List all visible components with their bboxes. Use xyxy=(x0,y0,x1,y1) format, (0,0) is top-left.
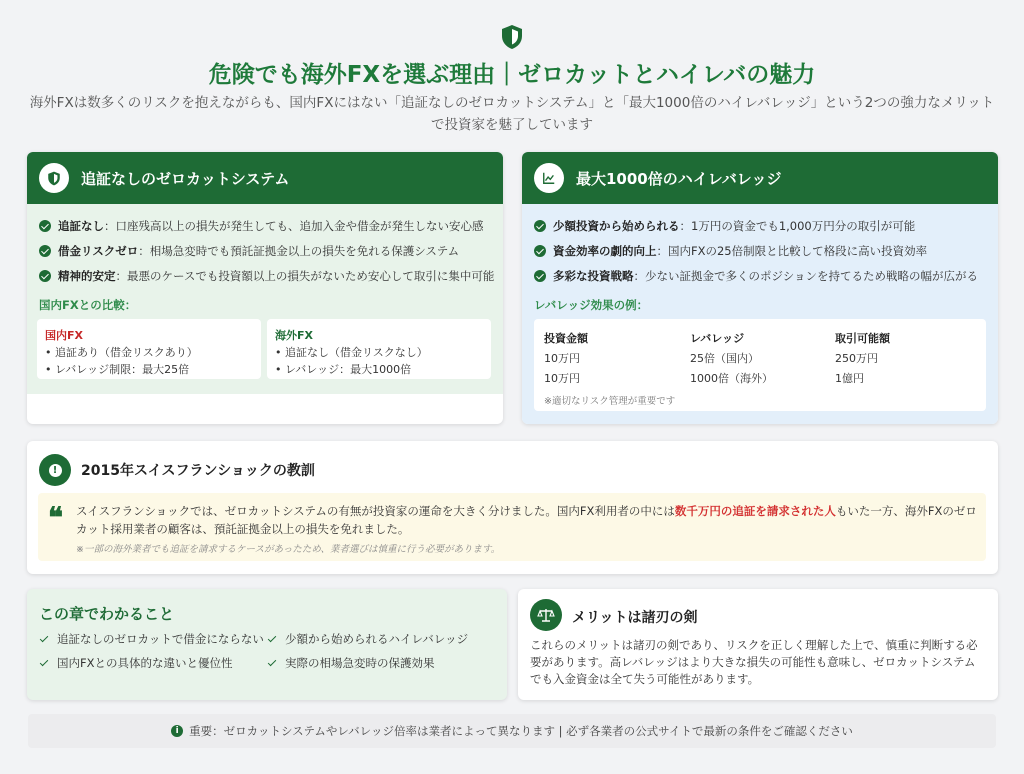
overseas-fx-title: 海外FX xyxy=(275,329,313,342)
table-cell: 25倍（国内） xyxy=(690,352,759,365)
domestic-fx-line: • レバレッジ制限：最大25倍 xyxy=(45,363,190,376)
alert-icon: ! xyxy=(39,454,71,486)
bullet-bold: 多彩な投資戦略 xyxy=(553,269,634,283)
check-icon xyxy=(534,245,546,257)
swiss-quote-text xyxy=(76,502,981,538)
leverage-body xyxy=(522,204,998,424)
check-icon xyxy=(534,270,546,282)
bullet-bold: 借金リスクゼロ xyxy=(58,244,139,258)
leverage-table xyxy=(534,319,986,411)
check-icon xyxy=(534,220,546,232)
overseas-fx-line: • 追証なし（借金リスクなし） xyxy=(275,346,428,359)
swiss-shock-title: 2015年スイスフランショックの教訓 xyxy=(81,463,315,479)
check-icon xyxy=(39,245,51,257)
learn-item-text: 国内FXとの具体的な違いと優位性 xyxy=(57,656,233,670)
overseas-fx-box xyxy=(267,319,491,379)
zerocut-bullet xyxy=(39,243,491,259)
info-icon: i xyxy=(171,725,183,737)
shield-icon xyxy=(39,163,69,193)
learn-item-text: 実際の相場急変時の保護効果 xyxy=(285,656,435,670)
sword-card xyxy=(518,589,998,700)
table-header-row xyxy=(544,329,976,349)
bullet-bold: 少額投資から始められる xyxy=(553,219,680,233)
bullet-text: ：国内FXの25倍制限と比較して格段に高い投資効率 xyxy=(656,244,928,258)
leverage-bullet xyxy=(534,218,986,234)
overseas-fx-line: • レバレッジ：最大1000倍 xyxy=(275,363,412,376)
check-icon xyxy=(39,634,49,644)
bullet-text: ：相場急変時でも預託証拠金以上の損失を免れる保護システム xyxy=(138,244,460,258)
bullet-bold: 精神的安定 xyxy=(58,269,116,283)
check-icon xyxy=(39,270,51,282)
check-icon xyxy=(267,658,277,668)
quote-highlight: 数千万円の追証を請求された人 xyxy=(674,504,836,518)
swiss-note: ※一部の海外業者でも追証を請求するケースがあったため、業者選びは慎重に行う必要があります。 xyxy=(76,544,501,555)
compare-label: 国内FXとの比較： xyxy=(39,298,137,312)
balance-scale-icon xyxy=(530,599,562,631)
check-icon xyxy=(39,220,51,232)
quote-icon: ❝ xyxy=(48,501,64,534)
domestic-fx-title: 国内FX xyxy=(45,329,83,342)
quote-text-part: もいた一方、海外FXのゼロカット採用業者の顧客は、預託証拠金以上の損失を免れました。 xyxy=(76,504,977,536)
page-title: 危険でも海外FXを選ぶ理由｜ゼロカットとハイレバの魅力 xyxy=(208,62,816,88)
leverage-title: 最大1000倍のハイレバレッジ xyxy=(576,169,782,188)
table-header-cell: レバレッジ xyxy=(690,332,745,345)
leverage-card xyxy=(522,152,998,424)
leverage-bullet xyxy=(534,268,986,284)
table-cell: 250万円 xyxy=(835,352,878,365)
zerocut-card-header xyxy=(27,152,503,204)
domestic-fx-box xyxy=(37,319,261,379)
leverage-bullet xyxy=(534,243,986,259)
table-header-cell: 投資金額 xyxy=(544,332,588,345)
example-label: レバレッジ効果の例： xyxy=(534,298,649,312)
learn-item-text: 少額から始められるハイレバレッジ xyxy=(285,632,469,646)
quote-text-part: スイスフランショックでは、ゼロカットシステムの有無が投資家の運命を大きく分けました。国内FX利用者の中には xyxy=(76,504,675,518)
learn-item xyxy=(39,631,264,647)
zerocut-body xyxy=(27,204,503,394)
learn-item xyxy=(267,631,468,647)
learn-item xyxy=(39,655,233,671)
table-note: ※適切なリスク管理が重要です xyxy=(544,396,676,407)
bullet-text: ：少ない証拠金で多くのポジションを持てるため戦略の幅が広がる xyxy=(633,269,978,283)
sword-text: これらのメリットは諸刃の剣であり、リスクを正しく理解した上で、慎重に判断する必要があります。高レバレッジはより大きな損失の可能性も意味し、ゼロカットシステムでも入金資金は全て失う可能性があります。 xyxy=(530,638,978,686)
sword-title: メリットは諸刃の剣 xyxy=(572,610,698,626)
learn-card xyxy=(27,589,507,700)
check-icon xyxy=(267,634,277,644)
footer-notice xyxy=(28,714,996,748)
zerocut-card xyxy=(27,152,503,424)
bullet-bold: 追証なし xyxy=(58,219,104,233)
learn-title: この章でわかること xyxy=(39,605,175,623)
zerocut-title: 追証なしのゼロカットシステム xyxy=(81,169,290,188)
bullet-text: ：口座残高以上の損失が発生しても、追加入金や借金が発生しない安心感 xyxy=(104,219,484,233)
domestic-fx-line: • 追証あり（借金リスクあり） xyxy=(45,346,198,359)
table-row xyxy=(544,349,976,369)
chart-line-icon xyxy=(534,163,564,193)
learn-item xyxy=(267,655,435,671)
table-row xyxy=(544,369,976,389)
table-cell: 1億円 xyxy=(835,372,864,385)
bullet-text: ：1万円の資金でも1,000万円分の取引が可能 xyxy=(679,219,916,233)
footer-text: 重要：ゼロカットシステムやレバレッジ倍率は業者によって異なります | 必ず各業者の公式サイトで最新の条件をご確認ください xyxy=(189,724,853,738)
leverage-card-header xyxy=(522,152,998,204)
table-header-cell: 取引可能額 xyxy=(835,332,890,345)
swiss-quote-box xyxy=(38,493,986,561)
check-icon xyxy=(39,658,49,668)
zerocut-bullet xyxy=(39,218,491,234)
bullet-bold: 資金効率の劇的向上 xyxy=(553,244,657,258)
bullet-text: ：最悪のケースでも投資額以上の損失がないため安心して取引に集中可能 xyxy=(115,269,495,283)
table-cell: 10万円 xyxy=(544,352,580,365)
page-subtitle: 海外FXは数多くのリスクを抱えながらも、国内FXにはない「追証なしのゼロカットシステム」と「最大1000倍のハイレバレッジ」という2つの強力なメリットで投資家を魅了しています xyxy=(29,95,995,133)
learn-item-text: 追証なしのゼロカットで借金にならない xyxy=(57,632,264,646)
zerocut-bullet xyxy=(39,268,495,284)
table-cell: 10万円 xyxy=(544,372,580,385)
shield-icon xyxy=(500,24,524,50)
table-cell: 1000倍（海外） xyxy=(690,372,773,385)
